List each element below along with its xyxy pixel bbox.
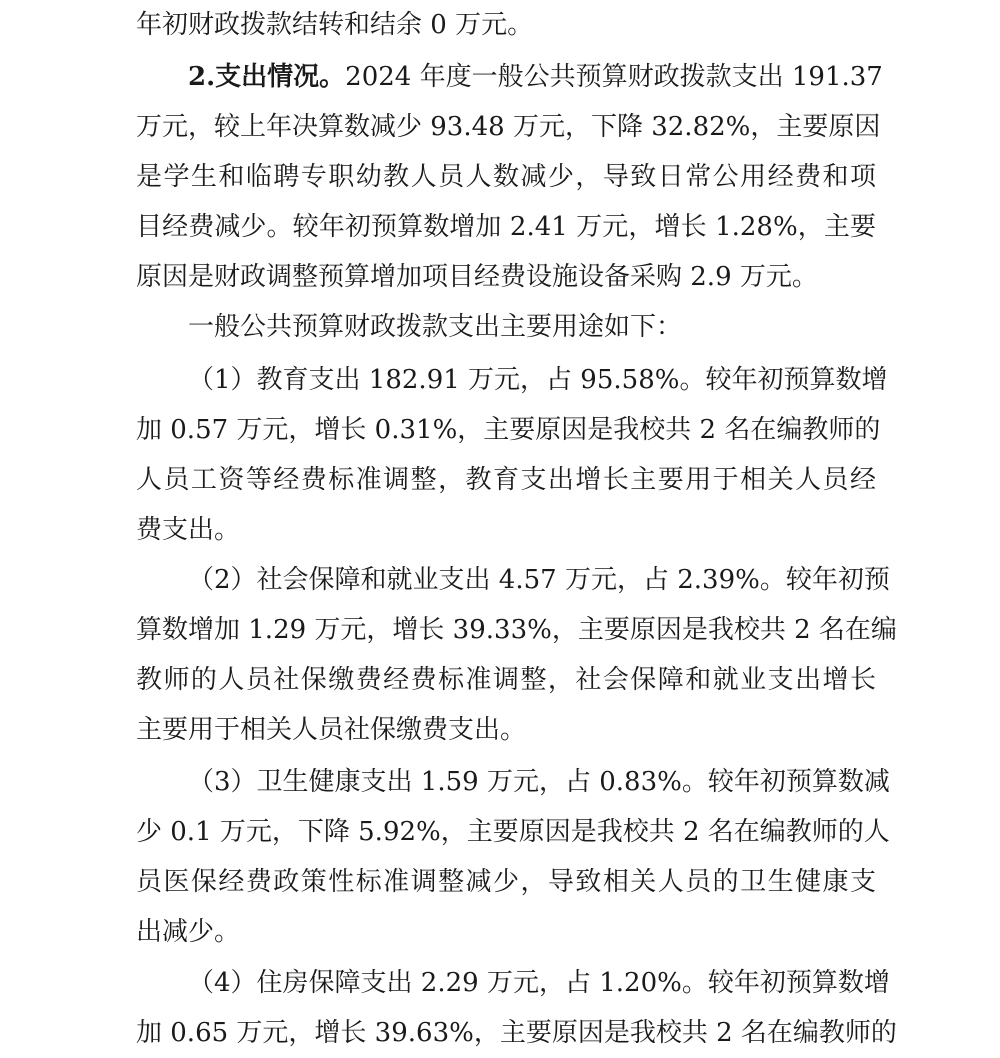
line-text: 2024 年度一般公共预算财政拨款支出 191.37	[345, 62, 883, 92]
section-heading: 2.支出情况。	[188, 62, 346, 92]
paragraph-line: 少 0.1 万元，下降 5.92%，主要原因是我校共 2 名在编教师的人	[136, 817, 890, 847]
paragraph-line: （3）卫生健康支出 1.59 万元，占 0.83%。较年初预算数减	[188, 767, 890, 797]
paragraph-line: （4）住房保障支出 2.29 万元，占 1.20%。较年初预算数增	[188, 968, 890, 998]
paragraph-line: 原因是财政调整预算增加项目经费设施设备采购 2.9 万元。	[136, 262, 818, 292]
paragraph-line: 费支出。	[136, 515, 241, 545]
paragraph-line: 人员工资等经费标准调整，教育支出增长主要用于相关人员经	[136, 465, 876, 495]
paragraph-line: 主要用于相关人员社保缴费支出。	[136, 715, 527, 745]
paragraph-line: 算数增加 1.29 万元，增长 39.33%，主要原因是我校共 2 名在编	[136, 615, 897, 645]
paragraph-line: 一般公共预算财政拨款支出主要用途如下：	[188, 312, 683, 342]
paragraph-line: 是学生和临聘专职幼教人员人数减少，导致日常公用经费和项	[136, 162, 876, 192]
paragraph-line: 目经费减少。较年初预算数增加 2.41 万元，增长 1.28%，主要	[136, 212, 876, 242]
paragraph-line: 加 0.65 万元，增长 39.63%，主要原因是我校共 2 名在编教师的	[136, 1018, 897, 1048]
paragraph-line: （2）社会保障和就业支出 4.57 万元，占 2.39%。较年初预	[188, 565, 890, 595]
paragraph-line: 加 0.57 万元，增长 0.31%，主要原因是我校共 2 名在编教师的	[136, 415, 881, 445]
paragraph-line: （1）教育支出 182.91 万元，占 95.58%。较年初预算数增	[188, 365, 888, 395]
paragraph-line: 教师的人员社保缴费经费标准调整，社会保障和就业支出增长	[136, 665, 876, 695]
paragraph-line: 员医保经费政策性标准调整减少，导致相关人员的卫生健康支	[136, 867, 876, 897]
paragraph-line: 年初财政拨款结转和结余 0 万元。	[136, 10, 534, 40]
paragraph-line: 出减少。	[136, 917, 241, 947]
paragraph-line	[188, 52, 883, 102]
paragraph-line: 万元，较上年决算数减少 93.48 万元，下降 32.82%，主要原因	[136, 112, 881, 142]
